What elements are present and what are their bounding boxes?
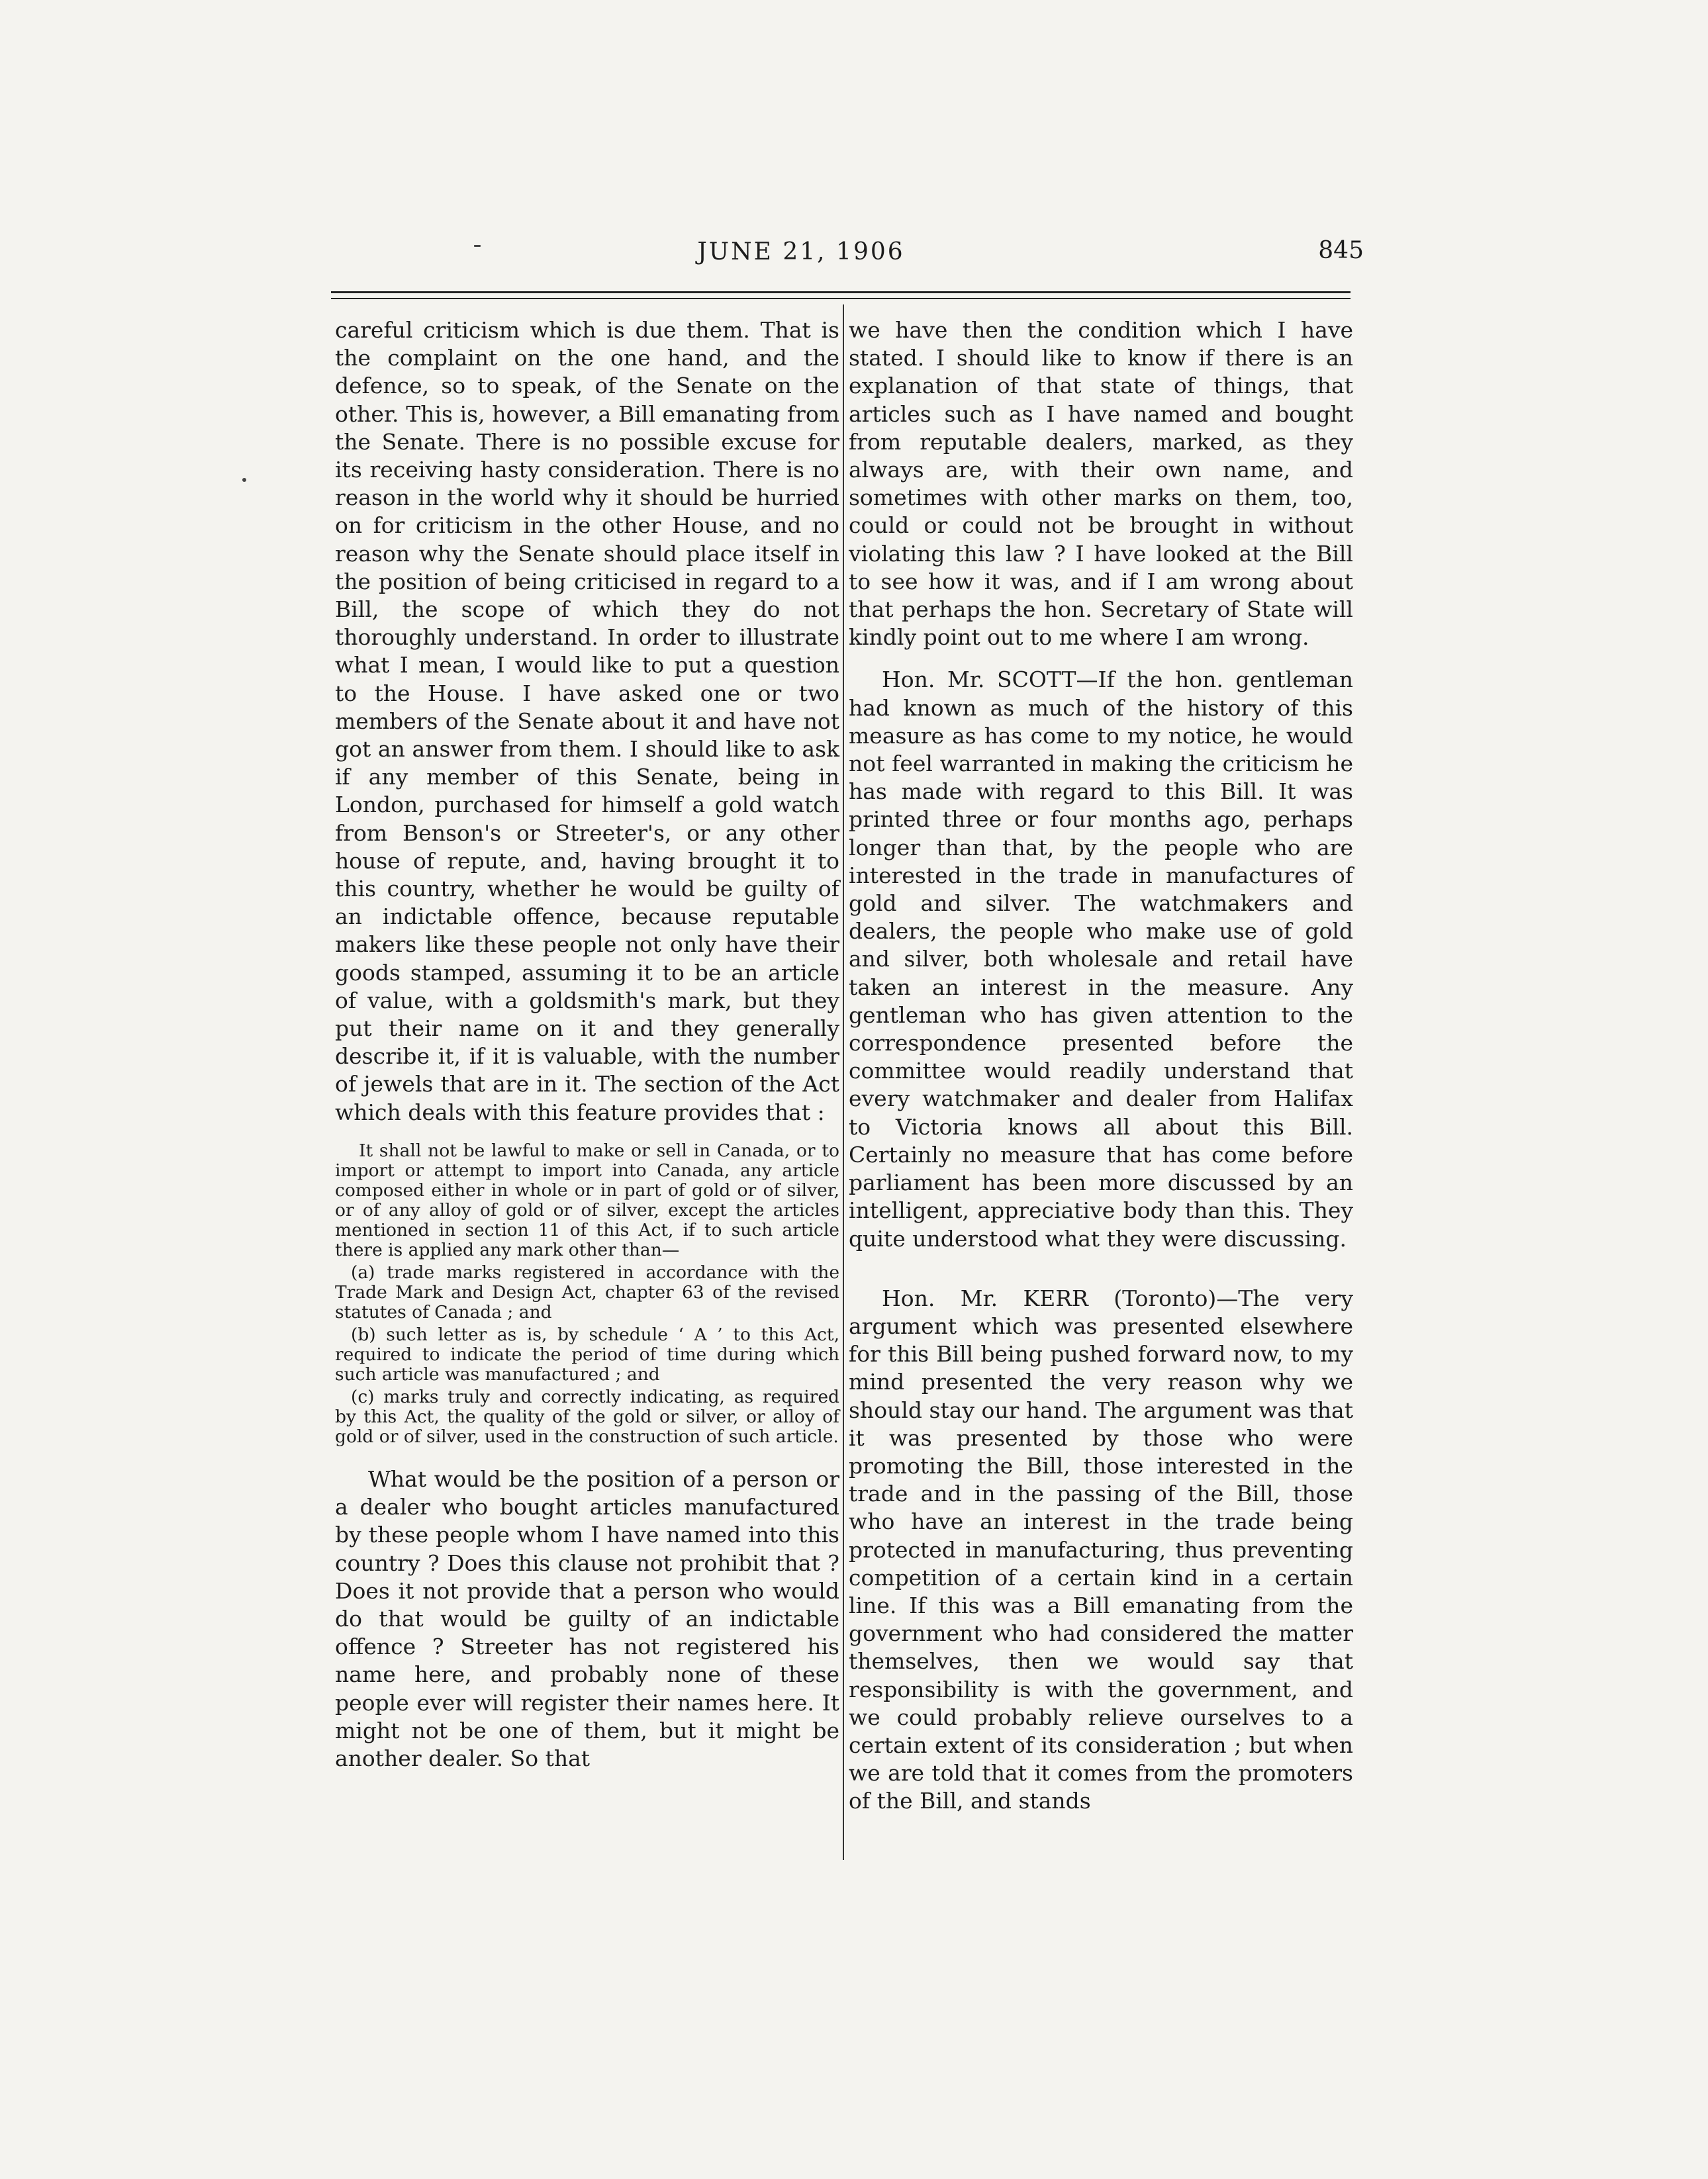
paragraph: What would be the position of a person or a dealer who bought articles manufactured by these people whom I have named into this country ? Does this clause not prohibit that ? Does it not provide that a person who would do that would be guilty of an indictable offence ? Streeter has not registered his name here, and probably none of these people ever will register their names here. It might not be one of them, but it might be another dealer. So that bbox=[335, 1465, 839, 1771]
quoted-statute-item-b: (b) such letter as is, by schedule ‘ A ’ to this Act, required to indicate the period of time during which such article was manufactured ; and bbox=[335, 1324, 839, 1385]
running-header-date: JUNE 21, 1906 bbox=[697, 238, 905, 265]
quoted-statute-item-c: (c) marks truly and correctly indicating, as required by this Act, the quality of the gold or silver, or alloy of gold or of silver, used in the construction of such article. bbox=[335, 1386, 839, 1447]
speech-kerr: Hon. Mr. KERR (Toronto)—The very argument which was presented elsewhere for this Bill being pushed forward now, to my mind presented the very reason why we should stay our hand. The argument was that it was presented by those who were promoting the Bill, those interested in the trade and in the passing of the Bill, those who have an interest in the trade being protected in manufacturing, thus preventing competition of a certain kind in a certain line. If this was a Bill emanating from the government who had considered the matter themselves, then we would say that responsibility is with the government, and we could probably relieve ourselves to a certain extent of its consideration ; but when we are told that it comes from the promoters of the Bill, and stands bbox=[849, 1285, 1353, 1814]
header-rule-top bbox=[331, 291, 1351, 293]
quoted-statute-item-a: (a) trade marks registered in accordance with the Trade Mark and Design Act, chapter 63 of the revised statutes of Canada ; and bbox=[335, 1262, 839, 1322]
stray-mark bbox=[474, 245, 481, 247]
left-column bbox=[335, 316, 839, 1773]
paragraph: we have then the condition which I have stated. I should like to know if there is an explanation of that state of things, that articles such as I have named and bought from reputable dealers, marked, as they always are, with their own name, and sometimes with other marks on them, too, could or could not be brought in without violating this law ? I have looked at the Bill to see how it was, and if I am wrong about that perhaps the hon. Secretary of State will kindly point out to me where I am wrong. bbox=[849, 317, 1353, 651]
quoted-statute: It shall not be lawful to make or sell in Canada, or to import or attempt to import into Canada, any article composed either in whole or in part of gold or of silver, or of any alloy of gold or of silver, except the articles mentioned in section 11 of this Act, if to such article there is applied any mark other than— bbox=[335, 1140, 839, 1260]
paragraph: careful criticism which is due them. That is the complaint on the one hand, and the defence, so to speak, of the Senate on the other. This is, however, a Bill emanating from the Senate. There is no possible excuse for its receiving hasty consideration. There is no reason in the world why it should be hurried on for criticism in the other House, and no reason why the Senate should place itself in the position of being criticised in regard to a Bill, the scope of which they do not thoroughly understand. In order to illustrate what I mean, I would like to put a question to the House. I have asked one or two members of the Senate about it and have not got an answer from them. I should like to ask if any member of this Senate, being in London, purchased for himself a gold watch from Benson's or Streeter's, or any other house of repute, and, having brought it to this country, whether he would be guilty of an indictable offence, because reputable makers like these people not only have their goods stamped, assuming it to be an article of value, with a goldsmith's mark, but they put their name on it and they generally describe it, if it is valuable, with the number of jewels that are in it. The section of the Act which deals with this feature provides that : bbox=[335, 317, 839, 1125]
column-divider bbox=[843, 304, 844, 1860]
right-column bbox=[849, 316, 1353, 1816]
stray-mark bbox=[242, 478, 246, 482]
speech-scott: Hon. Mr. SCOTT—If the hon. gentleman had known as much of the history of this measure as has come to my notice, he would not feel warranted in making the criticism he has made with regard to this Bill. It was printed three or four months ago, perhaps longer than that, by the people who are interested in the trade in manufactures of gold and silver. The watchmakers and dealers, the people who make use of gold and silver, both wholesale and retail have taken an interest in the measure. Any gentleman who has given attention to the correspondence presented before the committee would readily understand that every watchmaker and dealer from Halifax to Victoria knows all about this Bill. Certainly no measure that has come before parliament has been more discussed by an intelligent, appreciative body than this. They quite understood what they were discussing. bbox=[849, 667, 1353, 1252]
page-number: 845 bbox=[1318, 237, 1364, 264]
header-rule-bottom bbox=[331, 298, 1351, 299]
